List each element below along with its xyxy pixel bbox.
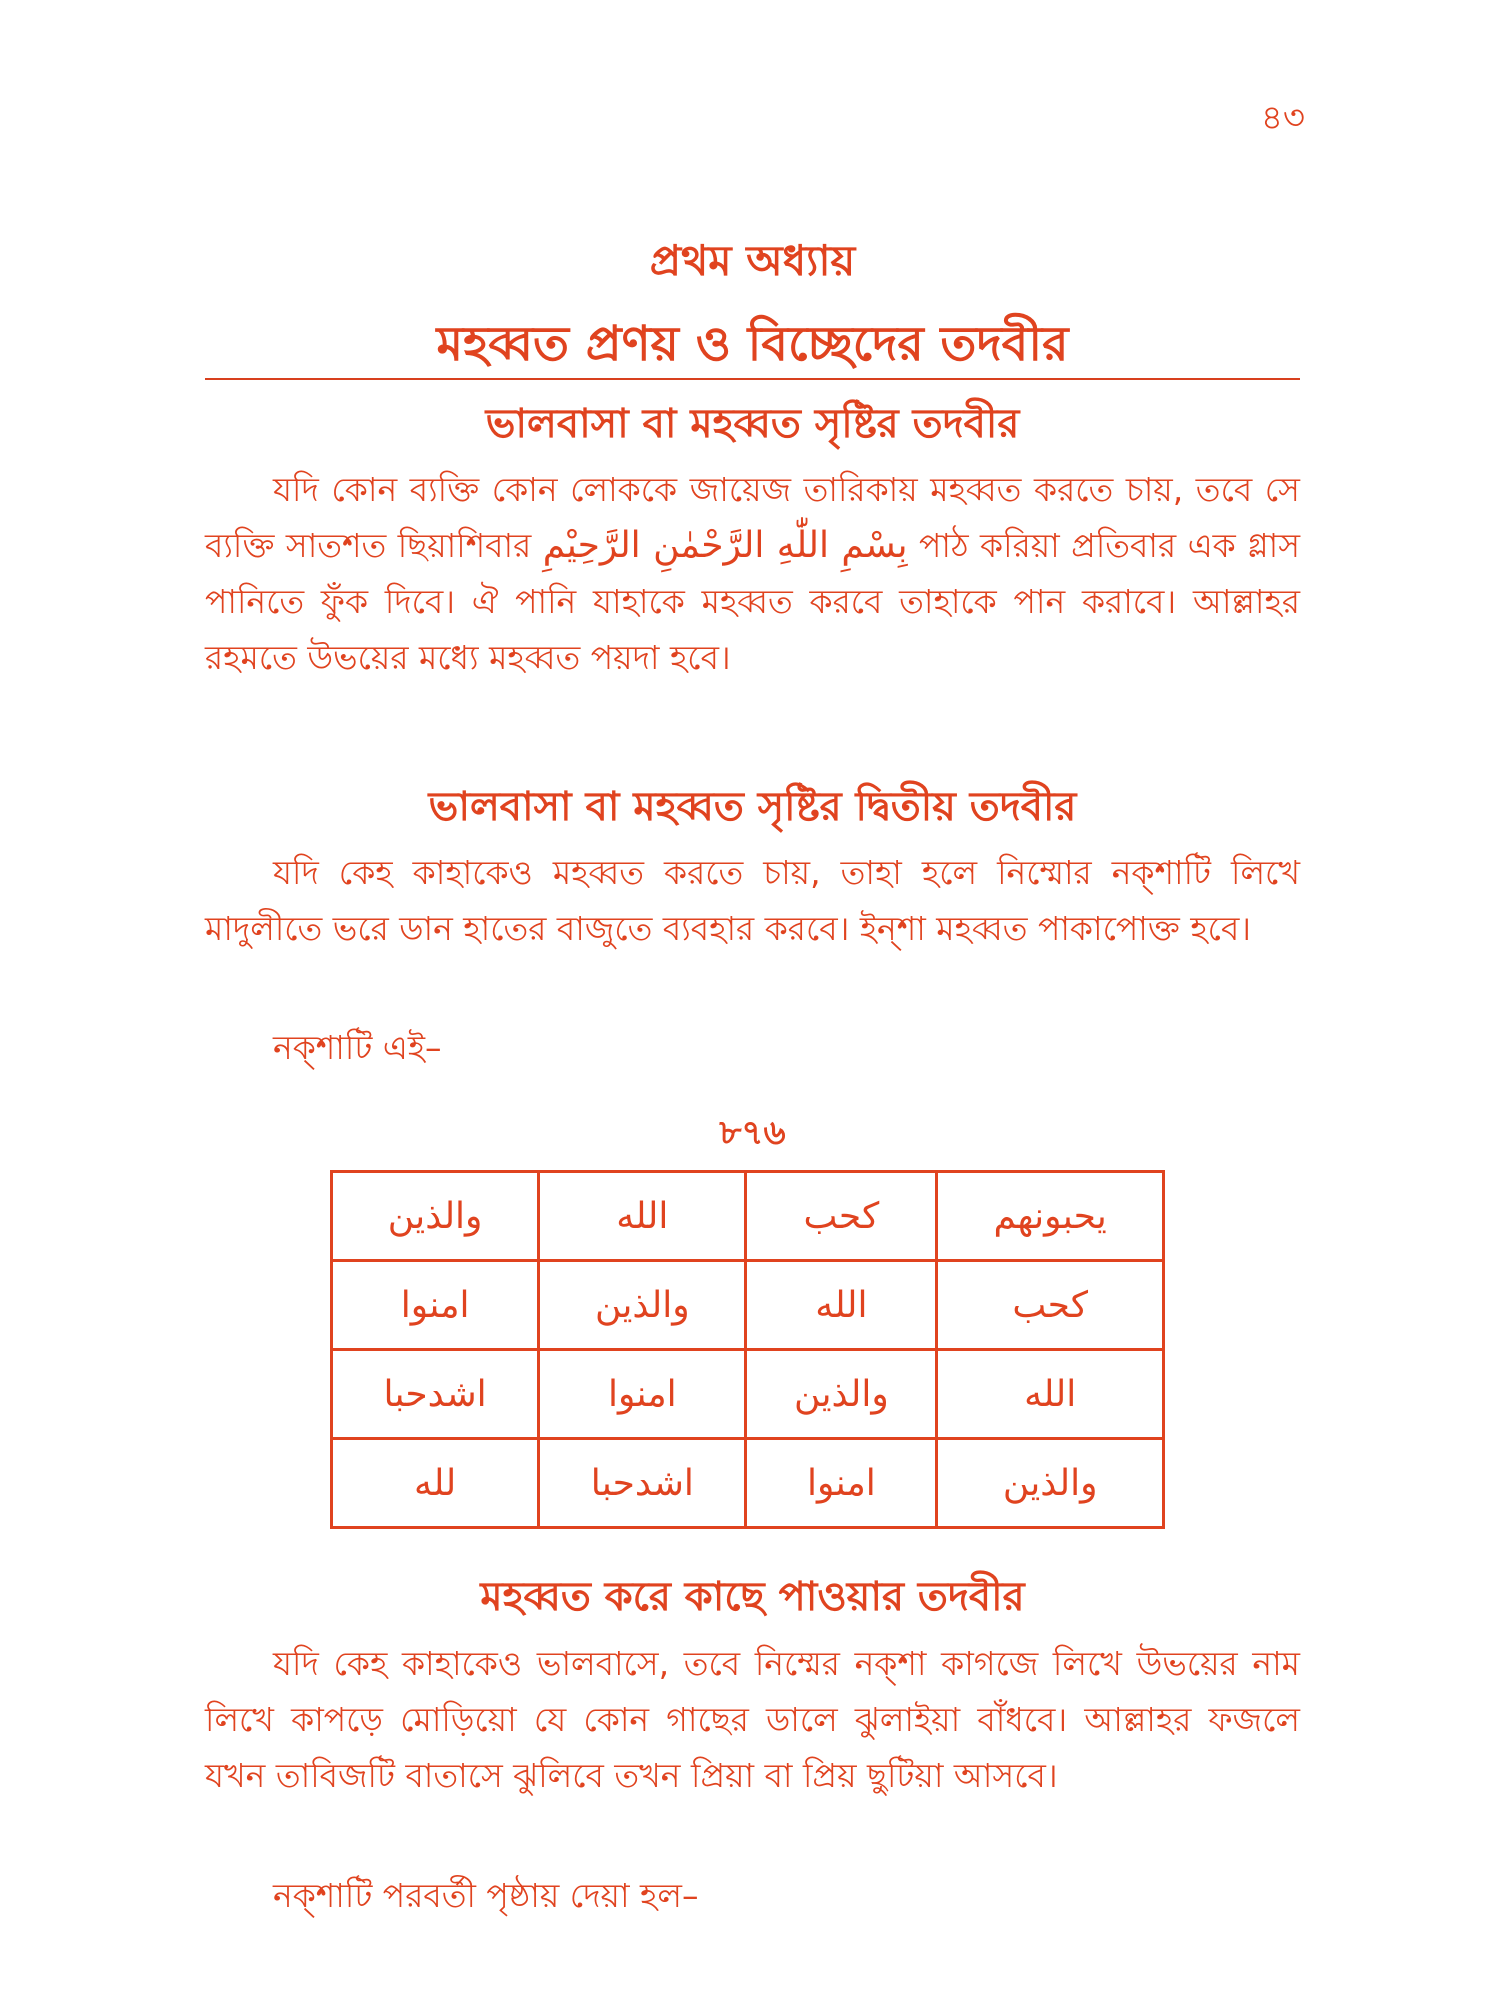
section-2-paragraph: যদি কেহ কাহাকেও মহব্বত করতে চায়, তাহা হলে নিম্মোর নক্শাটি লিখে মাদুলীতে ভরে ডান হাতের বাজুতে ব্যবহার করবে। ইন্শা মহব্বত পাকাপোক্ত হবে।	[205, 853, 1300, 948]
page-number: ৪৩	[1260, 98, 1305, 138]
naksha-cell: اشدحبا	[332, 1350, 539, 1439]
naksha-cell: والذين	[332, 1172, 539, 1261]
naksha-cell: والذين	[539, 1261, 746, 1350]
naksha-cell: الله	[539, 1172, 746, 1261]
chapter-title: প্রথম অধ্যায়	[649, 236, 856, 285]
section-1-heading: ভালবাসা বা মহব্বত সৃষ্টির তদবীর	[485, 401, 1020, 447]
naksha-cell: الله	[746, 1261, 937, 1350]
naksha-row	[332, 1172, 1164, 1261]
naksha-cell: والذين	[937, 1439, 1164, 1528]
naksha-intro-line: নক্শাটি এই–	[273, 1028, 442, 1067]
section-2-heading: ভালবাসা বা মহব্বত সৃষ্টির দ্বিতীয় তদবীর	[428, 784, 1077, 830]
title-divider	[205, 378, 1300, 380]
section-3-paragraph: যদি কেহ কাহাকেও ভালবাসে, তবে নিম্মের নক্শা কাগজে লিখে উভয়ের নাম লিখে কাপড়ে মোড়িয়ো যে কোন গাছের ডালে ঝুলাইয়া বাঁধবে। আল্লাহর ফজলে যখন তাবিজটি বাতাসে ঝুলিবে তখন প্রিয়া বা প্রিয় ছুটিয়া আসবে।	[205, 1644, 1300, 1795]
naksha-number: ৮৭৬	[719, 1113, 786, 1153]
naksha-cell: امنوا	[332, 1261, 539, 1350]
section-1-paragraph	[205, 462, 1300, 686]
naksha-cell: امنوا	[746, 1439, 937, 1528]
section-1-paragraph-part-2: পাঠ করিয়া প্রতিবার এক গ্লাস পানিতে ফুঁক দিবে। ঐ পানি যাহাকে মহব্বত করবে তাহাকে পান করাবে। আল্লাহর রহমতে উভয়ের মধ্যে মহব্বত পয়দা হবে।	[205, 526, 1301, 677]
section-1-paragraph-part-1: যদি কোন ব্যক্তি কোন লোককে জায়েজ তারিকায় মহব্বত করতে চায়, তবে সে ব্যক্তি সাতশত ছিয়াশিবার	[205, 470, 1300, 565]
naksha-cell: كحب	[746, 1172, 937, 1261]
section-3-heading: মহব্বত করে কাছে পাওয়ার তদবীর	[480, 1574, 1025, 1620]
naksha-row	[332, 1350, 1164, 1439]
naksha-cell: يحبونهم	[937, 1172, 1164, 1261]
naksha-cell: الله	[937, 1350, 1164, 1439]
naksha-row	[332, 1261, 1164, 1350]
naksha-cell: والذين	[746, 1350, 937, 1439]
naksha-cell: اشدحبا	[539, 1439, 746, 1528]
bismillah-arabic: بِسْمِ اللّٰهِ الرَّحْمٰنِ الرَّحِيْمِ	[542, 525, 908, 566]
main-title: মহব্বত প্রণয় ও বিচ্ছেদের তদবীর	[436, 316, 1069, 372]
naksha-cell: كحب	[937, 1261, 1164, 1350]
closing-line: নক্শাটি পরবর্তী পৃষ্ঠায় দেয়া হল–	[273, 1876, 699, 1915]
naksha-table	[330, 1170, 1165, 1529]
naksha-row	[332, 1439, 1164, 1528]
naksha-cell: امنوا	[539, 1350, 746, 1439]
naksha-cell: لله	[332, 1439, 539, 1528]
